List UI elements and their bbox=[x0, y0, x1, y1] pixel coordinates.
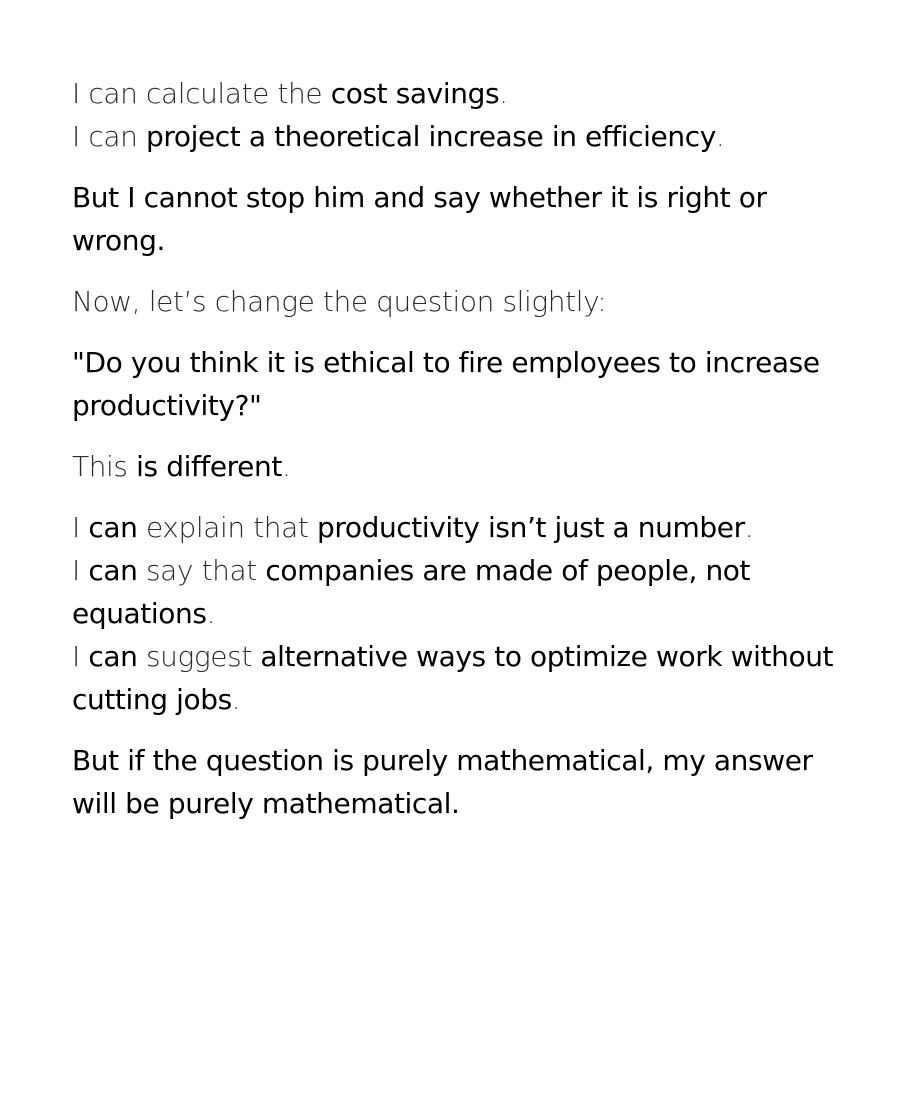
text-fragment: I bbox=[72, 554, 89, 587]
text-emphasis: project a theoretical increase in efficiency bbox=[145, 120, 716, 153]
paragraph-calculations bbox=[72, 72, 862, 158]
text-fragment: suggest bbox=[137, 640, 261, 673]
paragraph-cannot-stop: But I cannot stop him and say whether it is right or wrong. bbox=[72, 181, 767, 257]
text-fragment: I can calculate the bbox=[72, 77, 331, 110]
text-fragment: . bbox=[715, 120, 725, 153]
paragraph-change-question: Now, let’s change the question slightly: bbox=[72, 285, 607, 318]
text-fragment: I can bbox=[72, 120, 146, 153]
text-emphasis: can bbox=[88, 554, 138, 587]
line-companies bbox=[72, 549, 862, 635]
text-emphasis: is different bbox=[136, 450, 282, 483]
line-productivity bbox=[72, 506, 862, 549]
text-emphasis: cost savings bbox=[330, 77, 500, 110]
text-emphasis: productivity isn’t just a number bbox=[316, 511, 745, 544]
text-fragment: . bbox=[281, 450, 291, 483]
text-fragment: say that bbox=[137, 554, 266, 587]
text-fragment: I bbox=[72, 640, 89, 673]
line-cost-savings bbox=[72, 72, 862, 115]
text-fragment: . bbox=[231, 683, 241, 716]
paragraph-ethics-question: "Do you think it is ethical to fire employees to increase productivity?" bbox=[72, 346, 820, 422]
text-emphasis: can bbox=[88, 511, 138, 544]
text-fragment: This bbox=[72, 450, 137, 483]
line-alternatives bbox=[72, 635, 862, 721]
text-fragment: . bbox=[206, 597, 216, 630]
text-emphasis: can bbox=[88, 640, 138, 673]
text-fragment: explain that bbox=[137, 511, 317, 544]
paragraph-purely-mathematical: But if the question is purely mathematical, my answer will be purely mathematical. bbox=[72, 744, 813, 820]
document-body bbox=[72, 72, 862, 843]
text-fragment: I bbox=[72, 511, 89, 544]
text-emphasis: alternative ways to optimize work without cutting jobs bbox=[72, 640, 834, 716]
text-fragment: . bbox=[499, 77, 508, 110]
line-efficiency bbox=[72, 115, 862, 158]
paragraph-different bbox=[72, 445, 862, 488]
paragraph-i-can-list bbox=[72, 506, 862, 721]
text-fragment: . bbox=[744, 511, 754, 544]
text-emphasis: companies are made of people, not equations bbox=[72, 554, 751, 630]
